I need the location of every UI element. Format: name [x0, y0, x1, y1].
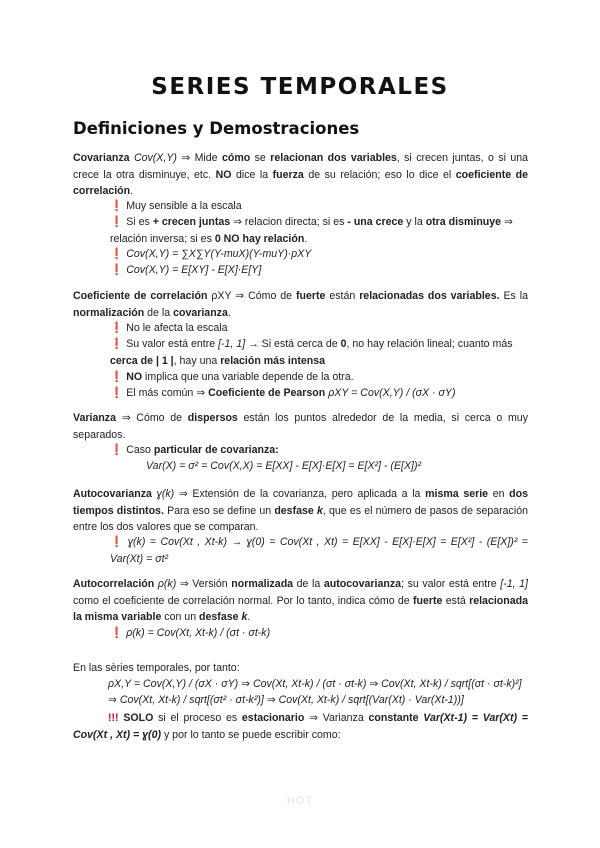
- autocorrelation-paragraph: Autocorrelación ρ(k) ⇒ Versión normalizada de la autocovarianza; su valor está entre [-1, 1] como el coeficiente de correlación normal. Por lo tanto, indica cómo de fuerte está relacionada la misma variable con un desfase k.: [73, 578, 528, 623]
- covariance-bullet-3: ❗ Cov(X,Y) = ∑X∑Y(Y-muX)(Y-muY)·pXY: [110, 248, 312, 260]
- exclamation-icon: ❗: [110, 322, 124, 334]
- exclamation-icon: ❗: [110, 248, 124, 260]
- correlation-bullet-2: ❗ Su valor está entre [-1, 1] → Si está cerca de 0, no hay relación lineal; cuanto más cerca de | 1 |, hay una relación más intensa: [110, 338, 513, 367]
- covariance-bullet-2: ❗ Si es + crecen juntas ⇒ relacion directa; si es - una crece y la otra disminuye ⇒ relación inversa; si es 0 NO hay relación.: [110, 216, 513, 245]
- stationary-paragraph: !!! SOLO si el proceso es estacionario ⇒ Varianza constante Var(Xt-1) = Var(Xt) = Cov(Xt , Xt) = ɣ(0) y por lo tanto se puede escribir como:: [73, 712, 528, 741]
- page-title: SERIES TEMPORALES: [151, 74, 449, 100]
- correlation-bullet-1: ❗ No le afecta la escala: [110, 322, 228, 334]
- autocovariance-paragraph: Autocovarianza ɣ(k) ⇒ Extensión de la covarianza, pero aplicada a la misma serie en dos tiempos distintos. Para eso se define un desfase k, que es el número de pasos de separación entre los dos valores que se comparan.: [73, 488, 529, 533]
- exclamation-icon: ❗: [110, 200, 124, 212]
- triple-exclamation-icon: !!!: [108, 712, 119, 724]
- variance-equation: Var(X) = σ² = Cov(X,X) = E[XX] - E[X]·E[X] = E[X²] - (E[X])²: [146, 460, 422, 472]
- exclamation-icon: ❗: [110, 338, 124, 350]
- autocovariance-equation: ❗ ɣ(k) = Cov(Xt , Xt-k) → ɣ(0) = Cov(Xt , Xt) = E[XX] - E[X]·E[X] = E[X²] - (E[X])² = Var(Xt) = σt²: [110, 536, 528, 565]
- covariance-bullet-1: ❗ Muy sensible a la escala: [110, 200, 242, 212]
- correlation-bullet-3: ❗ NO implica que una variable depende de la otra.: [110, 371, 354, 383]
- series-intro: En las sèries temporales, por tanto:: [73, 662, 240, 674]
- series-equation-2: ⇒ Cov(Xt, Xt-k) / sqrt[(σt² · σt-k²)] ⇒ Cov(Xt, Xt-k) / sqrt[(Var(Xt) · Var(Xt-1))]: [108, 694, 464, 706]
- exclamation-icon: ❗: [110, 444, 124, 456]
- correlation-bullet-4: ❗ El más común ⇒ Coeficiente de Pearson ρXY = Cov(X,Y) / (σX · σY): [110, 387, 456, 399]
- exclamation-icon: ❗: [110, 264, 124, 276]
- section-heading: Definiciones y Demostraciones: [73, 119, 360, 138]
- covariance-bullet-4: ❗ Cov(X,Y) = E[XY] - E[X]·E[Y]: [110, 264, 262, 276]
- watermark: HOT: [286, 795, 314, 807]
- covariance-paragraph: Covarianza Cov(X,Y) ⇒ Mide cómo se relacionan dos variables, si crecen juntas, o si una crece la otra disminuye, etc. NO dice la fuerza de su relación; eso lo dice el coeficiente de correlación.: [73, 152, 529, 197]
- exclamation-icon: ❗: [110, 371, 124, 383]
- exclamation-icon: ❗: [110, 627, 124, 639]
- series-equation-1: ρX,Y = Cov(X,Y) / (σX · σY) ⇒ Cov(Xt, Xt-k) / (σt · σt-k) ⇒ Cov(Xt, Xt-k) / sqrt[(σt · σt-k)²]: [108, 678, 522, 690]
- exclamation-icon: ❗: [110, 387, 124, 399]
- correlation-paragraph: Coeficiente de correlación ρXY ⇒ Cómo de fuerte están relacionadas dos variables. Es la normalización de la covarianza.: [73, 290, 528, 319]
- variance-paragraph: Varianza ⇒ Cómo de dispersos están los puntos alrededor de la media, si cerca o muy separados.: [73, 412, 528, 441]
- autocorrelation-equation: ❗ ρ(k) = Cov(Xt, Xt-k) / (σt · σt-k): [110, 627, 271, 639]
- exclamation-icon: ❗: [110, 216, 124, 228]
- exclamation-icon: ❗: [110, 536, 125, 548]
- variance-bullet-1: ❗ Caso particular de covarianza:: [110, 444, 279, 456]
